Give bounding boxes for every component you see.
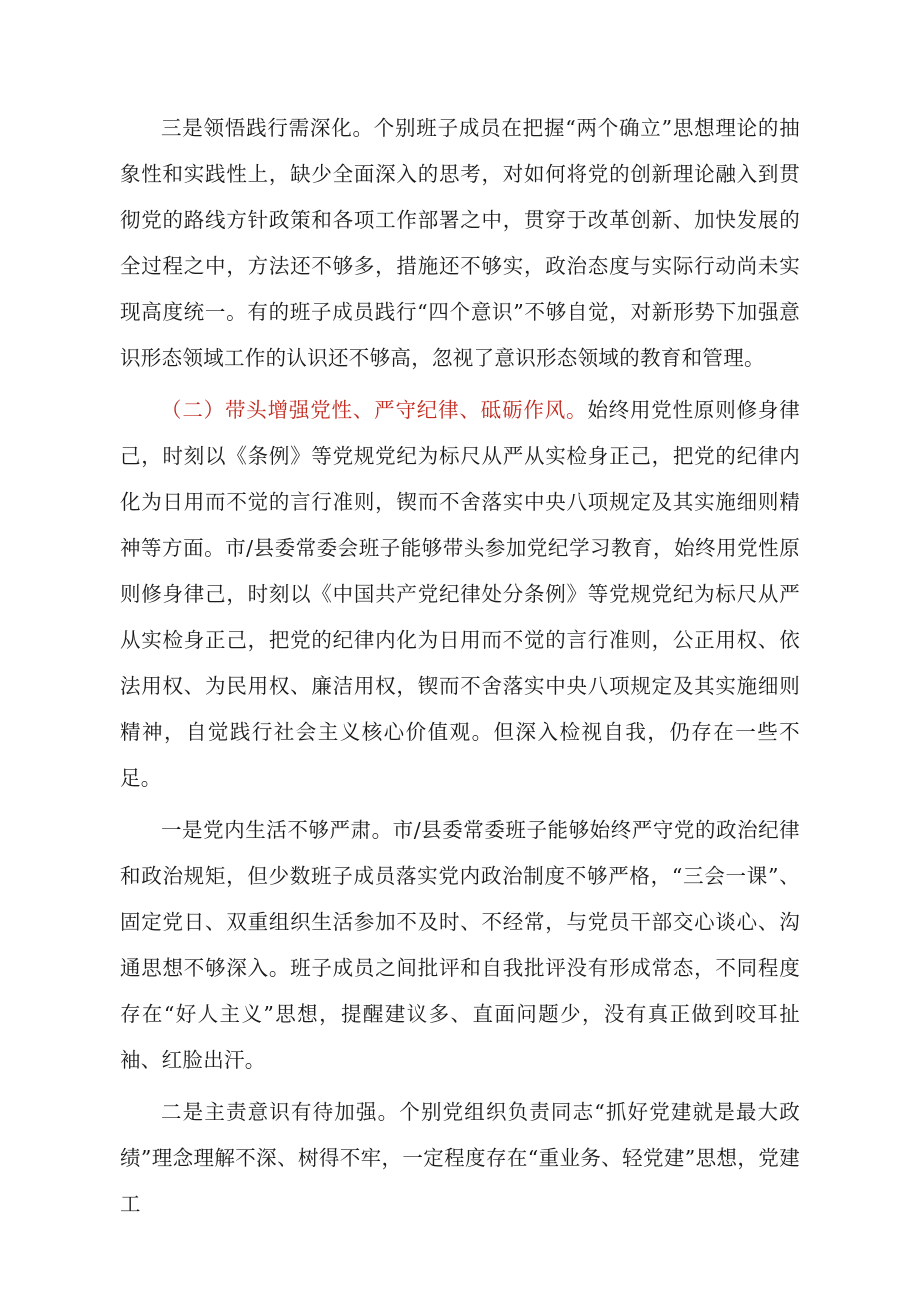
section-heading: （二）带头增强党性、严守纪律、砥砺作风。 <box>161 398 588 422</box>
paragraph-discipline-section <box>120 387 800 801</box>
document-body <box>120 105 800 1233</box>
paragraph-text: 一是党内生活不够严肃。市/县委常委班子能够始终严守党的政治纪律和政治规矩，但少数班子成员落实党内政治制度不够严格，“三会一课”、固定党日、双重组织生活参加不及时、不经常，与党员干部交心谈心、沟通思想不够深入。班子成员之间批评和自我批评没有形成常态，不同程度存在“好人主义”思想，提醒建议多、直面问题少，没有真正做到咬耳扯袖、红脸出汗。 <box>120 818 800 1072</box>
paragraph-text: 二是主责意识有待加强。个别党组织负责同志“抓好党建就是最大政绩”理念理解不深、树得不牢，一定程度存在“重业务、轻党建”思想，党建工 <box>120 1100 800 1216</box>
paragraph-responsibility <box>120 1089 800 1227</box>
paragraph-text: 三是领悟践行需深化。个别班子成员在把握“两个确立”思想理论的抽象性和实践性上，缺少全面深入的思考，对如何将党的创新理论融入到贯彻党的路线方针政策和各项工作部署之中，贯穿于改革创新、加快发展的全过程之中，方法还不够多，措施还不够实，政治态度与实际行动尚未实现高度统一。有的班子成员践行“四个意识”不够自觉，对新形势下加强意识形态领域工作的认识还不够高，忽视了意识形态领域的教育和管理。 <box>120 116 800 370</box>
paragraph-text: 始终用党性原则修身律己，时刻以《条例》等党规党纪为标尺从严从实检身正己，把党的纪律内化为日用而不觉的言行准则，锲而不舍落实中央八项规定及其实施细则精神等方面。市/县委常委会班子能够带头参加党纪学习教育，始终用党性原则修身律己，时刻以《中国共产党纪律处分条例》等党规党纪为标尺从严从实检身正己，把党的纪律内化为日用而不觉的言行准则，公正用权、依法用权、为民用权、廉洁用权，锲而不舍落实中央八项规定及其实施细则精神，自觉践行社会主义核心价值观。但深入检视自我，仍存在一些不足。 <box>120 398 800 790</box>
paragraph-deepen-practice <box>120 105 800 381</box>
paragraph-party-life <box>120 807 800 1083</box>
